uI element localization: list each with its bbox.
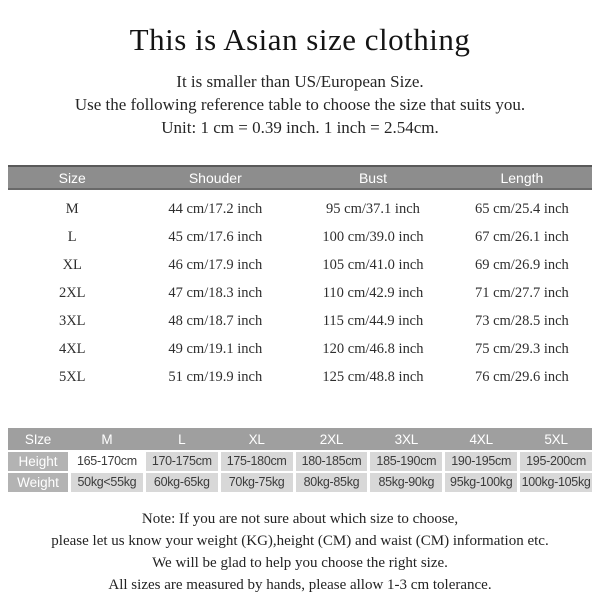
size-label: 5XL [58, 368, 86, 385]
size-label: 3XL [58, 312, 86, 329]
bust-value: 100 cm/39.0 inch [322, 228, 424, 245]
bust-value: 125 cm/48.8 inch [322, 368, 424, 385]
column-header-length: Length [500, 169, 544, 186]
row-label-weight: Weight [8, 473, 68, 492]
garment-size-table [8, 165, 592, 391]
length-value: 71 cm/27.7 inch [474, 284, 569, 301]
shoulder-value: 48 cm/18.7 inch [168, 312, 263, 329]
height-value: 175-180cm [221, 452, 293, 471]
column-header-l: L [178, 431, 186, 447]
height-value: 195-200cm [520, 452, 592, 471]
shoulder-value: 46 cm/17.9 inch [168, 256, 263, 273]
height-value: 180-185cm [296, 452, 368, 471]
column-header-m: M [101, 431, 113, 447]
intro-line: Unit: 1 cm = 0.39 inch. 1 inch = 2.54cm. [161, 118, 439, 137]
shoulder-value: 51 cm/19.9 inch [168, 368, 263, 385]
length-value: 76 cm/29.6 inch [474, 368, 569, 385]
table-row [8, 251, 592, 279]
column-header-bust: Bust [358, 169, 387, 186]
note-line: All sizes are measured by hands, please allow 1-3 cm tolerance. [108, 577, 492, 593]
height-value: 190-195cm [445, 452, 517, 471]
shoulder-value: 49 cm/19.1 inch [168, 340, 263, 357]
garment-table-header-row [8, 165, 592, 190]
length-value: 69 cm/26.9 inch [474, 256, 569, 273]
length-value: 67 cm/26.1 inch [474, 228, 569, 245]
size-label: L [67, 228, 77, 245]
weight-value: 70kg-75kg [221, 473, 293, 492]
table-row [8, 195, 592, 223]
weight-value: 50kg<55kg [71, 473, 143, 492]
intro-line: It is smaller than US/European Size. [176, 72, 424, 91]
note-text [0, 508, 600, 596]
bust-value: 95 cm/37.1 inch [326, 200, 420, 217]
table-row [8, 335, 592, 363]
height-value: 185-190cm [370, 452, 442, 471]
intro-line: Use the following reference table to choose the size that suits you. [74, 95, 526, 114]
height-row [8, 452, 592, 471]
page-title: This is Asian size clothing [129, 22, 471, 57]
column-header-xl: XL [248, 431, 265, 447]
size-label: 2XL [58, 284, 86, 301]
table-row [8, 307, 592, 335]
weight-row [8, 473, 592, 492]
weight-value: 60kg-65kg [146, 473, 218, 492]
table-row [8, 223, 592, 251]
row-label-height: Height [8, 452, 68, 471]
weight-value: 80kg-85kg [296, 473, 368, 492]
weight-value: 85kg-90kg [370, 473, 442, 492]
size-label: M [65, 200, 79, 217]
length-value: 75 cm/29.3 inch [474, 340, 569, 357]
weight-value: 100kg-105kg [520, 473, 592, 492]
bust-value: 120 cm/46.8 inch [322, 340, 424, 357]
bust-value: 115 cm/44.9 inch [322, 312, 424, 329]
length-value: 65 cm/25.4 inch [474, 200, 569, 217]
note-line: Note: If you are not sure about which size to choose, [141, 511, 459, 527]
note-line: please let us know your weight (KG),height (CM) and waist (CM) information etc. [51, 533, 549, 549]
column-header-size: Size [58, 169, 86, 186]
column-header-3xl: 3XL [394, 431, 419, 447]
column-header-4xl: 4XL [469, 431, 493, 447]
column-header-5xl: 5XL [544, 431, 568, 447]
table-row [8, 279, 592, 307]
shoulder-value: 47 cm/18.3 inch [168, 284, 263, 301]
shoulder-value: 44 cm/17.2 inch [168, 200, 263, 217]
size-label: XL [62, 256, 82, 273]
height-weight-table [8, 428, 592, 492]
note-line: We will be glad to help you choose the right size. [152, 555, 448, 571]
garment-table-body [8, 190, 592, 391]
height-value: 165-170cm [71, 452, 143, 471]
bust-value: 105 cm/41.0 inch [322, 256, 424, 273]
bust-value: 110 cm/42.9 inch [322, 284, 424, 301]
table-row [8, 363, 592, 391]
shoulder-value: 45 cm/17.6 inch [168, 228, 263, 245]
intro-text [0, 70, 600, 139]
column-header-size: SIze [24, 431, 52, 447]
size-label: 4XL [58, 340, 86, 357]
weight-value: 95kg-100kg [445, 473, 517, 492]
height-value: 170-175cm [146, 452, 218, 471]
height-weight-header-row [8, 428, 592, 450]
column-header-2xl: 2XL [319, 431, 344, 447]
length-value: 73 cm/28.5 inch [474, 312, 569, 329]
column-header-shoulder: Shouder [188, 169, 242, 186]
